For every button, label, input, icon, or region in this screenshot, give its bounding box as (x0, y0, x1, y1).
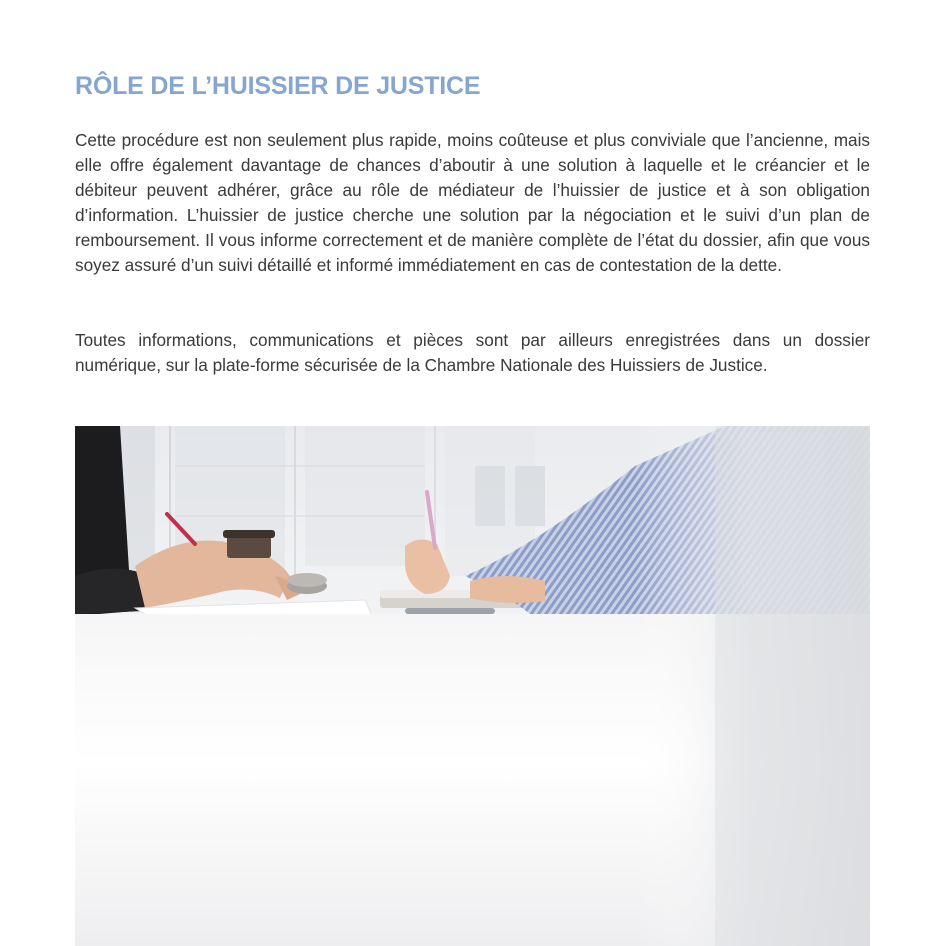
body-paragraph-1: Cette procédure est non seulement plus rapide, moins coûteuse et plus conviviale que l’ancienne, mais elle offre également davantage de chances d’aboutir à une solution à laquelle et le créancier et le débiteur peuvent adhérer, grâce au rôle de médiateur de l’huissier de justice et à son obligation d’information. L’huissier de justice cherche une solution par la négociation et le suivi d’un plan de remboursement. Il vous informe correctement et de manière complète de l’état du dossier, afin que vous soyez assuré d’un suivi détaillé et informé immédiatement en cas de contestation de la dette. (75, 130, 870, 275)
body-paragraph-2: Toutes informations, communications et pièces sont par ailleurs enregistrées dans un dossier numérique, sur la plate-forme sécurisée de la Chambre Nationale des Huissiers de Justice. (75, 330, 870, 375)
meeting-photo (75, 426, 870, 946)
right-hand-flat (470, 576, 545, 603)
section-heading: RÔLE DE L’HUISSIER DE JUSTICE (75, 72, 481, 100)
